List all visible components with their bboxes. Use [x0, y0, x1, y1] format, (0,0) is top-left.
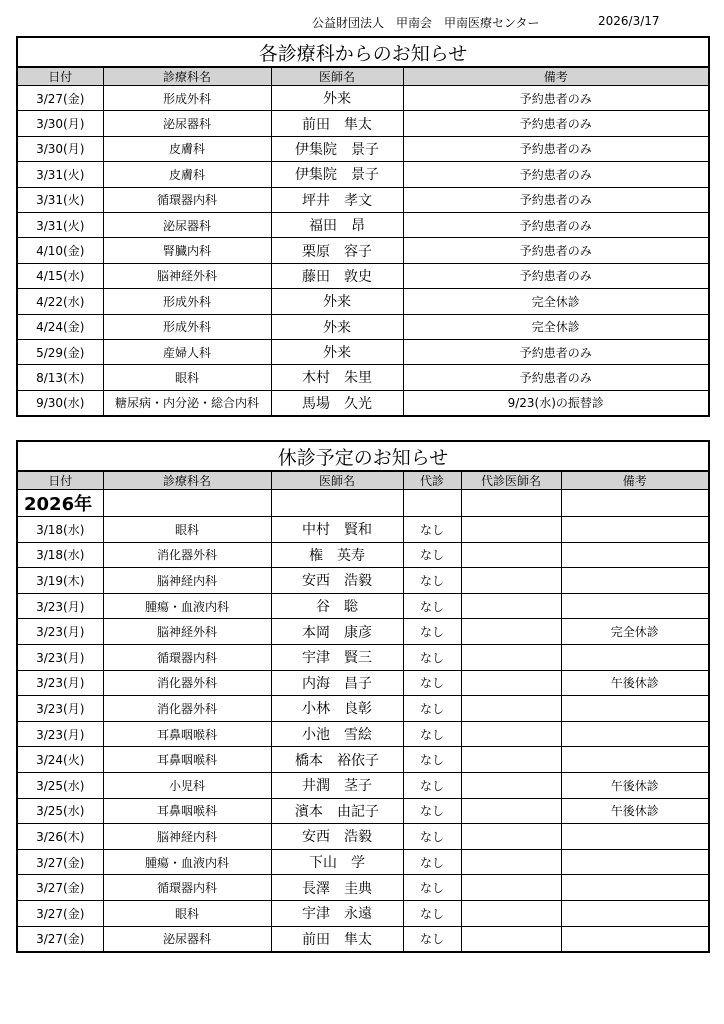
doctor-cell: 本岡 康彦: [271, 619, 403, 645]
note-cell: [561, 824, 709, 850]
table-row: [17, 670, 709, 696]
doctor-cell: 木村 朱里: [271, 365, 403, 390]
date-cell: 3/23(月): [17, 696, 103, 722]
note-cell: 9/23(水)の振替診: [403, 390, 709, 416]
department-cell: 脳神経内科: [103, 568, 271, 594]
table-row: [17, 900, 709, 926]
note-cell: 予約患者のみ: [403, 212, 709, 237]
substitute-doctor-cell: [461, 747, 561, 773]
substitute-cell: なし: [403, 721, 461, 747]
date-cell: 3/25(水): [17, 772, 103, 798]
table-row: [17, 314, 709, 339]
doctor-cell: 安西 浩毅: [271, 568, 403, 594]
department-cell: 泌尿器科: [103, 926, 271, 952]
closures-title: 休診予定のお知らせ: [17, 441, 709, 471]
substitute-cell: なし: [403, 875, 461, 901]
substitute-doctor-cell: [461, 517, 561, 543]
table-row: [17, 289, 709, 314]
substitute-doctor-cell: [461, 670, 561, 696]
substitute-doctor-cell: [461, 568, 561, 594]
note-cell: 午後休診: [561, 670, 709, 696]
department-cell: 形成外科: [103, 86, 271, 111]
table-row: [17, 747, 709, 773]
department-cell: 腫瘍・血液内科: [103, 593, 271, 619]
substitute-cell: なし: [403, 619, 461, 645]
doctor-cell: 外来: [271, 314, 403, 339]
note-cell: 完全休診: [403, 289, 709, 314]
note-cell: [561, 568, 709, 594]
doctor-cell: 伊集院 景子: [271, 136, 403, 161]
column-header-substitute: 代診: [403, 471, 461, 490]
table-row: [17, 619, 709, 645]
note-cell: [561, 721, 709, 747]
doctor-cell: 安西 浩毅: [271, 824, 403, 850]
department-cell: 眼科: [103, 517, 271, 543]
date-cell: 3/27(金): [17, 86, 103, 111]
doctor-cell: 伊集院 景子: [271, 162, 403, 187]
table-row: [17, 162, 709, 187]
substitute-cell: なし: [403, 747, 461, 773]
doctor-cell: 外来: [271, 339, 403, 364]
note-cell: [561, 517, 709, 543]
doctor-cell: 宇津 永遠: [271, 900, 403, 926]
note-cell: [561, 593, 709, 619]
department-cell: 耳鼻咽喉科: [103, 721, 271, 747]
date-cell: 3/25(水): [17, 798, 103, 824]
department-cell: 小児科: [103, 772, 271, 798]
department-cell: 脳神経内科: [103, 824, 271, 850]
note-cell: 予約患者のみ: [403, 238, 709, 263]
note-cell: 完全休診: [403, 314, 709, 339]
year-label: 2026年: [17, 490, 103, 517]
substitute-cell: なし: [403, 517, 461, 543]
department-cell: 耳鼻咽喉科: [103, 747, 271, 773]
substitute-cell: なし: [403, 568, 461, 594]
notices-column-headers: [17, 67, 709, 86]
table-row: [17, 212, 709, 237]
table-row: [17, 926, 709, 952]
department-cell: 皮膚科: [103, 162, 271, 187]
doctor-cell: 橋本 裕依子: [271, 747, 403, 773]
table-row: [17, 542, 709, 568]
note-cell: 予約患者のみ: [403, 187, 709, 212]
doctor-cell: 前田 隼太: [271, 926, 403, 952]
department-cell: 眼科: [103, 365, 271, 390]
date-cell: 3/18(水): [17, 542, 103, 568]
date-cell: 3/31(火): [17, 162, 103, 187]
table-row: [17, 263, 709, 288]
date-cell: 3/23(月): [17, 670, 103, 696]
doctor-cell: 権 英寿: [271, 542, 403, 568]
substitute-doctor-cell: [461, 619, 561, 645]
department-cell: 消化器外科: [103, 696, 271, 722]
doctor-cell: 谷 聡: [271, 593, 403, 619]
table-row: [17, 568, 709, 594]
table-row: [17, 644, 709, 670]
department-cell: 糖尿病・内分泌・総合内科: [103, 390, 271, 416]
date-cell: 3/30(月): [17, 111, 103, 136]
note-cell: 完全休診: [561, 619, 709, 645]
note-cell: 予約患者のみ: [403, 86, 709, 111]
note-cell: 予約患者のみ: [403, 162, 709, 187]
note-cell: [561, 875, 709, 901]
department-cell: 消化器外科: [103, 542, 271, 568]
date-cell: 3/27(金): [17, 926, 103, 952]
note-cell: [561, 696, 709, 722]
substitute-cell: なし: [403, 798, 461, 824]
note-cell: [561, 644, 709, 670]
department-notices-table: [16, 36, 710, 417]
closures-column-headers: [17, 471, 709, 490]
table-row: [17, 517, 709, 543]
note-cell: [561, 900, 709, 926]
doctor-cell: 濱本 由記子: [271, 798, 403, 824]
substitute-doctor-cell: [461, 900, 561, 926]
column-header-date: 日付: [17, 471, 103, 490]
date-cell: 3/27(金): [17, 875, 103, 901]
date-cell: 3/24(火): [17, 747, 103, 773]
doctor-cell: 坪井 孝文: [271, 187, 403, 212]
table-row: [17, 86, 709, 111]
note-cell: [561, 926, 709, 952]
note-cell: 午後休診: [561, 798, 709, 824]
table-row: [17, 238, 709, 263]
department-cell: 眼科: [103, 900, 271, 926]
doctor-cell: 下山 学: [271, 849, 403, 875]
table-row: [17, 772, 709, 798]
department-cell: 循環器内科: [103, 875, 271, 901]
column-header-doctor: 医師名: [271, 67, 403, 86]
table-row: [17, 390, 709, 416]
substitute-doctor-cell: [461, 798, 561, 824]
substitute-cell: なし: [403, 900, 461, 926]
doctor-cell: 外来: [271, 289, 403, 314]
date-cell: 4/24(金): [17, 314, 103, 339]
note-cell: 予約患者のみ: [403, 136, 709, 161]
column-header-date: 日付: [17, 67, 103, 86]
substitute-doctor-cell: [461, 542, 561, 568]
doctor-cell: 宇津 賢三: [271, 644, 403, 670]
department-cell: 泌尿器科: [103, 212, 271, 237]
doctor-cell: 馬場 久光: [271, 390, 403, 416]
department-cell: 腎臓内科: [103, 238, 271, 263]
date-cell: 4/15(水): [17, 263, 103, 288]
date-cell: 9/30(水): [17, 390, 103, 416]
substitute-cell: なし: [403, 696, 461, 722]
department-cell: 循環器内科: [103, 187, 271, 212]
date-cell: 3/23(月): [17, 593, 103, 619]
date-cell: 3/27(金): [17, 900, 103, 926]
substitute-doctor-cell: [461, 721, 561, 747]
doctor-cell: 前田 隼太: [271, 111, 403, 136]
table-row: [17, 136, 709, 161]
substitute-doctor-cell: [461, 696, 561, 722]
table-row: [17, 849, 709, 875]
substitute-doctor-cell: [461, 926, 561, 952]
column-header-substitute-doctor: 代診医師名: [461, 471, 561, 490]
table-row: [17, 111, 709, 136]
table-row: [17, 593, 709, 619]
note-cell: 予約患者のみ: [403, 111, 709, 136]
table-row: [17, 365, 709, 390]
date-cell: 3/27(金): [17, 849, 103, 875]
substitute-cell: なし: [403, 772, 461, 798]
date-cell: 3/18(水): [17, 517, 103, 543]
department-cell: 腫瘍・血液内科: [103, 849, 271, 875]
date-cell: 3/30(月): [17, 136, 103, 161]
substitute-cell: なし: [403, 644, 461, 670]
department-cell: 循環器内科: [103, 644, 271, 670]
doctor-cell: 福田 昂: [271, 212, 403, 237]
doctor-cell: 小林 良彰: [271, 696, 403, 722]
date-cell: 4/10(金): [17, 238, 103, 263]
substitute-doctor-cell: [461, 593, 561, 619]
substitute-cell: なし: [403, 593, 461, 619]
table-row: [17, 824, 709, 850]
table-row: [17, 721, 709, 747]
date-cell: 4/22(水): [17, 289, 103, 314]
substitute-cell: なし: [403, 849, 461, 875]
substitute-cell: なし: [403, 926, 461, 952]
substitute-doctor-cell: [461, 824, 561, 850]
doctor-cell: 内海 昌子: [271, 670, 403, 696]
doctor-cell: 外来: [271, 86, 403, 111]
note-cell: [561, 747, 709, 773]
substitute-cell: なし: [403, 824, 461, 850]
doctor-cell: 井潤 茎子: [271, 772, 403, 798]
note-cell: [561, 542, 709, 568]
organization-name: 公益財団法人 甲南会 甲南医療センター: [312, 16, 540, 30]
substitute-doctor-cell: [461, 875, 561, 901]
table-row: [17, 696, 709, 722]
column-header-department: 診療科名: [103, 67, 271, 86]
doctor-cell: 藤田 敦史: [271, 263, 403, 288]
substitute-doctor-cell: [461, 849, 561, 875]
notices-title: 各診療科からのお知らせ: [17, 37, 709, 67]
note-cell: 予約患者のみ: [403, 365, 709, 390]
date-cell: 5/29(金): [17, 339, 103, 364]
department-cell: 形成外科: [103, 314, 271, 339]
column-header-department: 診療科名: [103, 471, 271, 490]
department-cell: 皮膚科: [103, 136, 271, 161]
note-cell: 予約患者のみ: [403, 263, 709, 288]
table-row: [17, 187, 709, 212]
date-cell: 8/13(木): [17, 365, 103, 390]
department-cell: 消化器外科: [103, 670, 271, 696]
substitute-cell: なし: [403, 670, 461, 696]
note-cell: [561, 849, 709, 875]
column-header-note: 備考: [403, 67, 709, 86]
substitute-doctor-cell: [461, 772, 561, 798]
table-row: [17, 875, 709, 901]
date-cell: 3/31(火): [17, 187, 103, 212]
column-header-note: 備考: [561, 471, 709, 490]
note-cell: 午後休診: [561, 772, 709, 798]
substitute-cell: なし: [403, 542, 461, 568]
note-cell: 予約患者のみ: [403, 339, 709, 364]
doctor-cell: 小池 雪絵: [271, 721, 403, 747]
date-cell: 3/23(月): [17, 721, 103, 747]
date-cell: 3/23(月): [17, 644, 103, 670]
table-row: [17, 798, 709, 824]
year-row: [17, 490, 709, 517]
date-cell: 3/23(月): [17, 619, 103, 645]
department-cell: 耳鼻咽喉科: [103, 798, 271, 824]
document-date: 2026/3/17: [598, 14, 660, 28]
date-cell: 3/26(木): [17, 824, 103, 850]
doctor-cell: 中村 賢和: [271, 517, 403, 543]
doctor-cell: 長澤 圭典: [271, 875, 403, 901]
substitute-doctor-cell: [461, 644, 561, 670]
table-row: [17, 339, 709, 364]
department-cell: 産婦人科: [103, 339, 271, 364]
date-cell: 3/19(木): [17, 568, 103, 594]
doctor-cell: 栗原 容子: [271, 238, 403, 263]
closure-schedule-table: [16, 440, 710, 953]
department-cell: 脳神経外科: [103, 619, 271, 645]
department-cell: 形成外科: [103, 289, 271, 314]
document-header: [0, 12, 724, 32]
column-header-doctor: 医師名: [271, 471, 403, 490]
department-cell: 泌尿器科: [103, 111, 271, 136]
date-cell: 3/31(火): [17, 212, 103, 237]
department-cell: 脳神経外科: [103, 263, 271, 288]
